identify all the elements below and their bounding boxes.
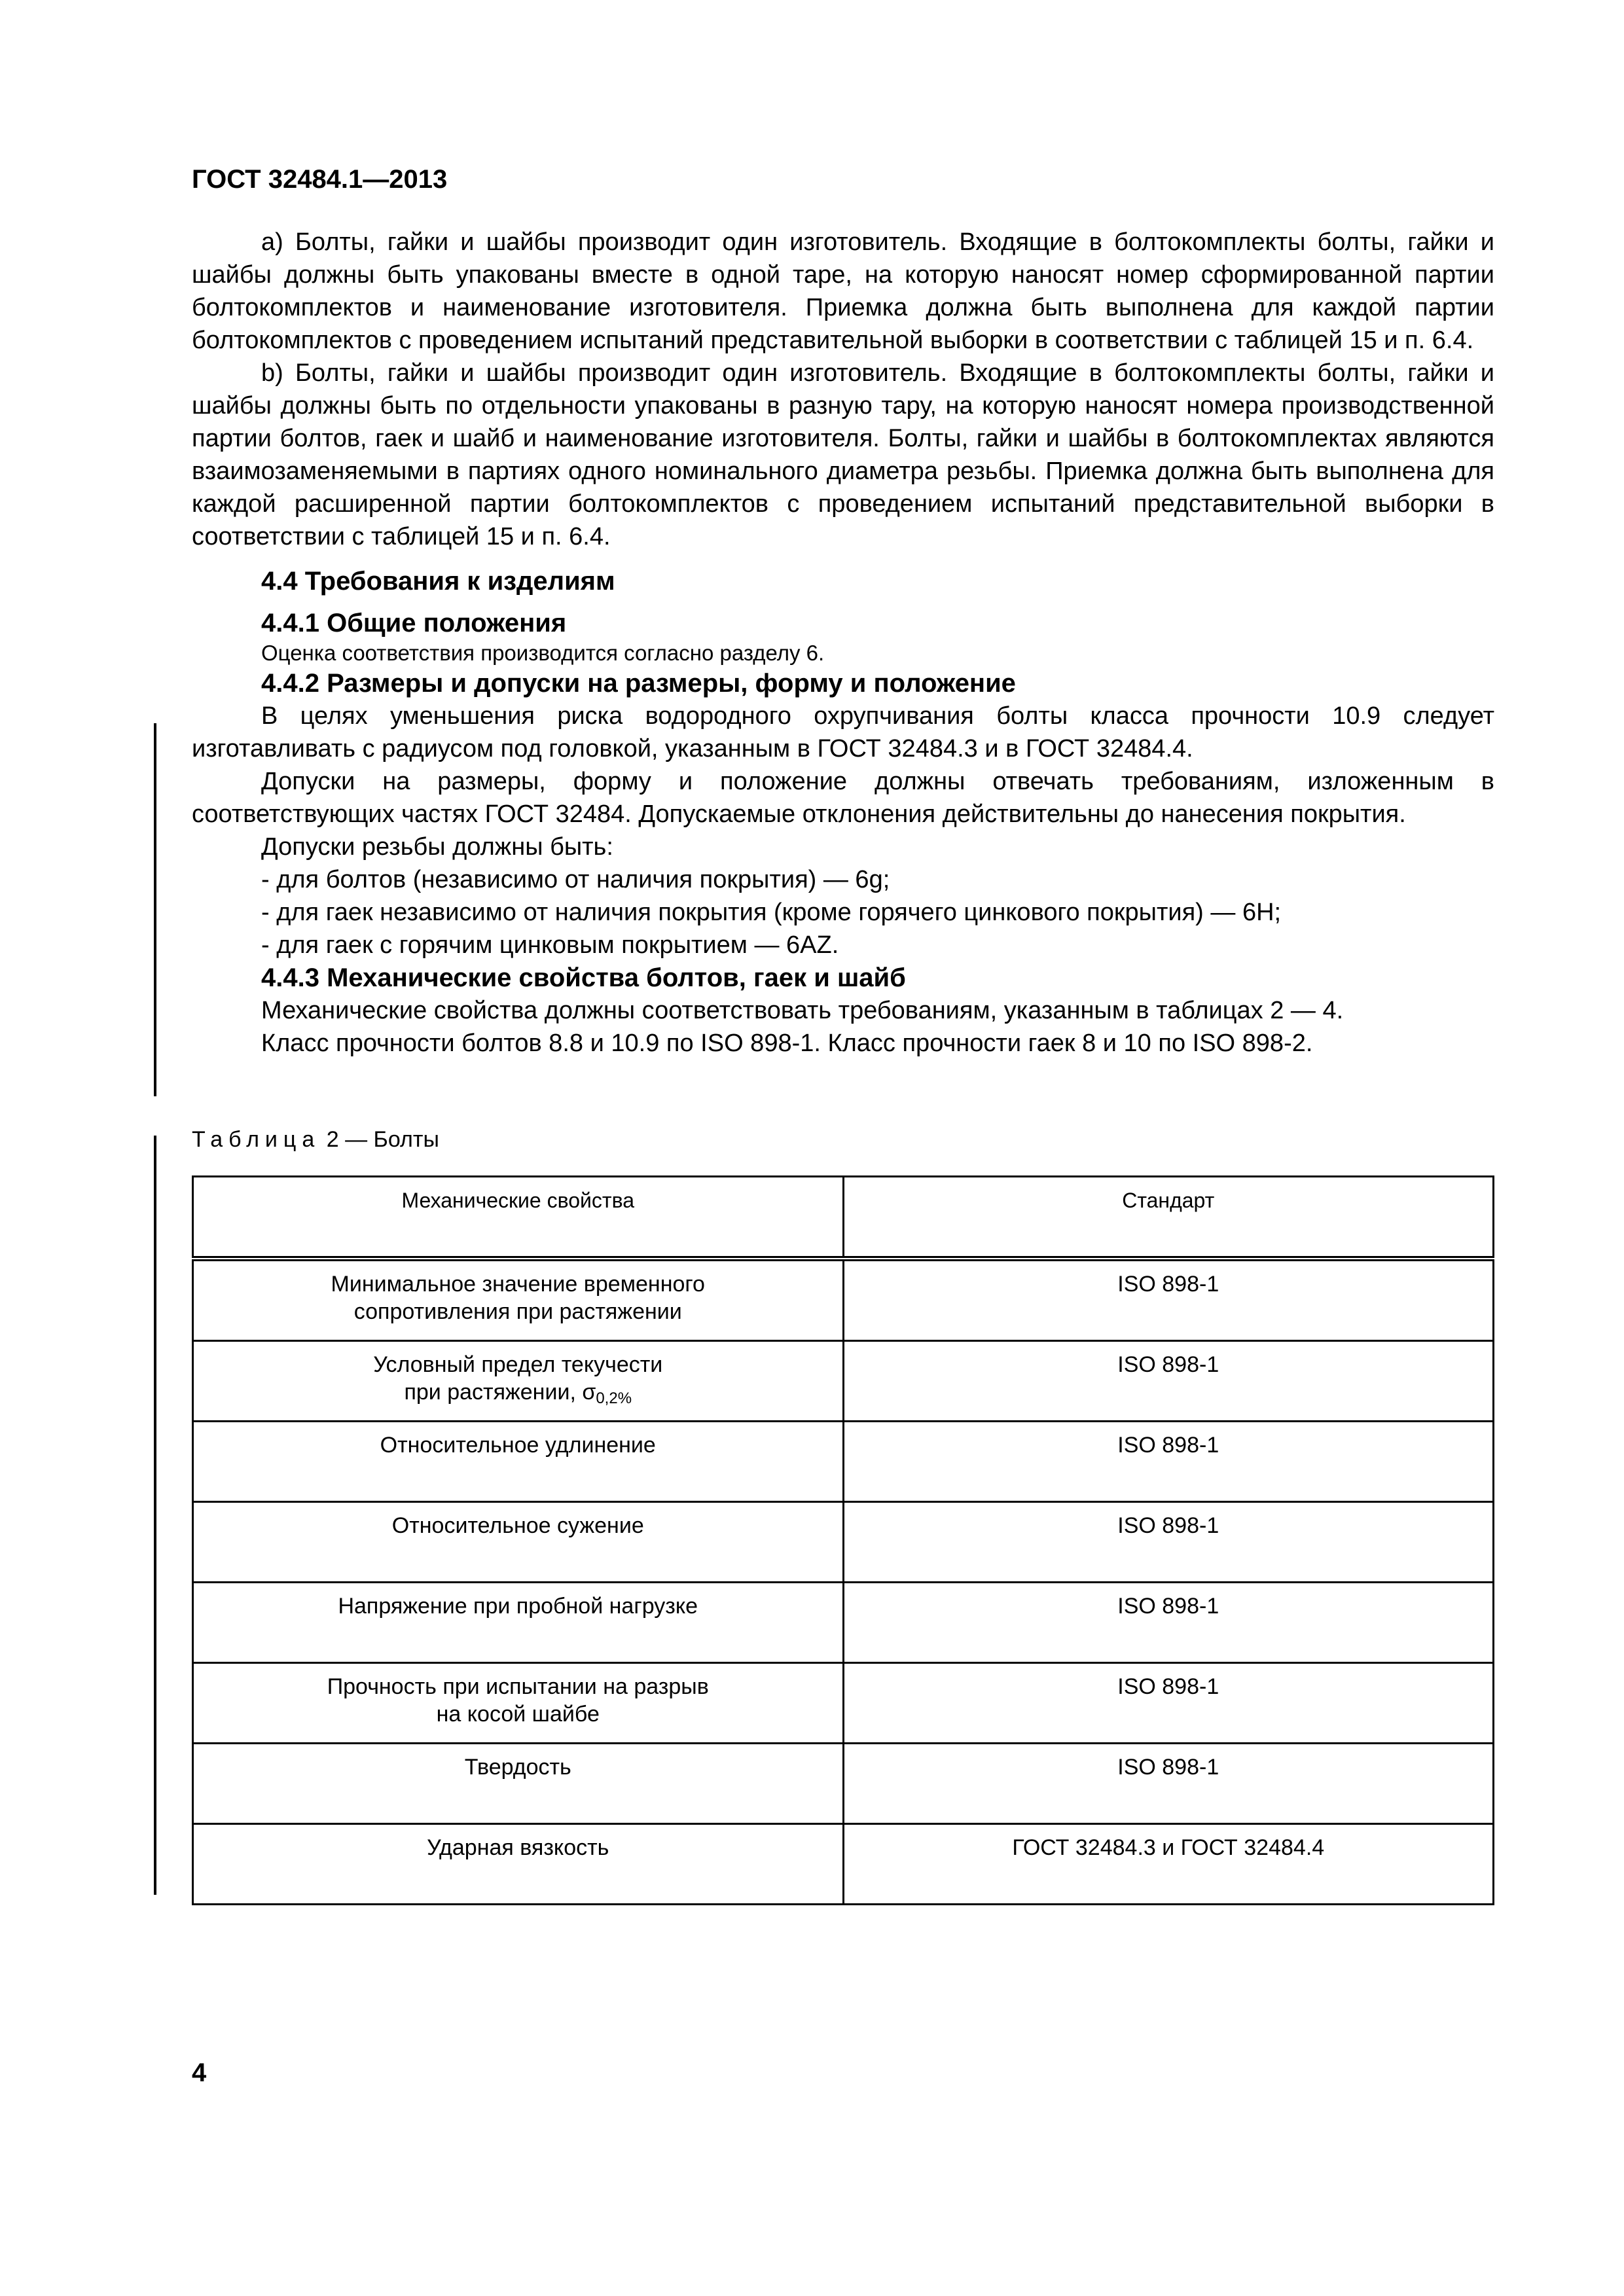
table-row [193, 1422, 1494, 1502]
standard-cell: ISO 898-1 [843, 1341, 1494, 1422]
property-cell: Ударная вязкость [193, 1824, 844, 1905]
standard-cell: ГОСТ 32484.3 и ГОСТ 32484.4 [843, 1824, 1494, 1905]
change-bar-text [154, 723, 156, 1096]
section-4-4-1-title: 4.4.1 Общие положения [261, 609, 567, 637]
section-4-4-2-paragraph-3: Допуски резьбы должны быть: [261, 833, 613, 861]
list-item: - для гаек с горячим цинковым покрытием — 6AZ. [261, 931, 839, 959]
section-4-4-1-text: Оценка соответствия производится согласно разделу 6. [261, 641, 825, 665]
paragraph-a: a) Болты, гайки и шайбы производит один изготовитель. Входящие в болтокомплекты болты, гайки и шайбы должны быть упакованы вместе в одной таре, на которую наносят номер сформированной партии болтокомплектов и наименование изготовителя. Приемка должна быть выполнена для каждой партии болтокомплектов с проведением испытаний представительной выборки в соответствии с таблицей 15 и п. 6.4. [192, 228, 1494, 354]
page-number: 4 [192, 2058, 207, 2087]
table-row [193, 1341, 1494, 1422]
standard-cell: ISO 898-1 [843, 1744, 1494, 1824]
property-cell: Напряжение при пробной нагрузке [193, 1583, 844, 1663]
section-4-4-3-paragraph-1: Механические свойства должны соответствовать требованиям, указанным в таблицах 2 — 4. [261, 997, 1344, 1024]
property-cell [193, 1663, 844, 1744]
property-cell: Относительное сужение [193, 1502, 844, 1583]
property-cell [193, 1259, 844, 1341]
property-cell: Относительное удлинение [193, 1422, 844, 1502]
table-caption-word: Таблица [192, 1127, 321, 1152]
table-row [193, 1744, 1494, 1824]
section-4-4-2-paragraph-1: В целях уменьшения риска водородного охрупчивания болты класса прочности 10.9 следует изготавливать с радиусом под головкой, указанным в ГОСТ 32484.3 и в ГОСТ 32484.4. [192, 702, 1494, 762]
standard-cell: ISO 898-1 [843, 1663, 1494, 1744]
change-bar-table [154, 1136, 156, 1895]
property-line: Минимальное значение временного [331, 1272, 705, 1297]
list-item: - для болтов (независимо от наличия покрытия) — 6g; [261, 866, 890, 893]
table-caption [192, 1127, 439, 1153]
property-cell [193, 1341, 844, 1422]
list-item: - для гаек независимо от наличия покрытия (кроме горячего цинкового покрытия) — 6H; [261, 899, 1282, 926]
table-row [193, 1583, 1494, 1663]
standard-cell: ISO 898-1 [843, 1502, 1494, 1583]
section-4-4-3-paragraph-2: Класс прочности болтов 8.8 и 10.9 по ISO 898-1. Класс прочности гаек 8 и 10 по ISO 898-2. [261, 1030, 1313, 1057]
column-header-standard: Стандарт [843, 1177, 1494, 1259]
property-line: сопротивления при растяжении [353, 1299, 682, 1324]
property-cell: Твердость [193, 1744, 844, 1824]
document-header: ГОСТ 32484.1—2013 [192, 165, 448, 194]
standard-cell: ISO 898-1 [843, 1583, 1494, 1663]
standard-cell: ISO 898-1 [843, 1422, 1494, 1502]
paragraph-b: b) Болты, гайки и шайбы производит один изготовитель. Входящие в болтокомплекты болты, гайки и шайбы должны быть по отдельности упакованы в разную тару, на которую наносят номера производственной партии болтов, гаек и шайб и наименование изготовителя. Болты, гайки и шайбы в болтокомплектах являются взаимозаменяемыми в партиях одного номинального диаметра резьбы. Приемка должна быть выполнена для каждой расширенной партии болтокомплектов с проведением испытаний представительной выборки в соответствии с таблицей 15 и п. 6.4. [192, 359, 1494, 550]
table-row [193, 1259, 1494, 1341]
body-text [192, 226, 1494, 1060]
property-text: при растяжении, σ [404, 1380, 596, 1405]
property-line: на косой шайбе [436, 1702, 600, 1727]
table-row [193, 1502, 1494, 1583]
section-4-4-3-title: 4.4.3 Механические свойства болтов, гаек и шайб [261, 963, 906, 992]
table-row [193, 1663, 1494, 1744]
table-header-row [193, 1177, 1494, 1259]
section-4-4-2-paragraph-2: Допуски на размеры, форму и положение должны отвечать требованиям, изложенным в соответствующих частях ГОСТ 32484. Допускаемые отклонения действительны до нанесения покрытия. [192, 768, 1494, 828]
column-header-properties: Механические свойства [193, 1177, 844, 1259]
standard-cell: ISO 898-1 [843, 1259, 1494, 1341]
property-line [207, 1378, 829, 1412]
subscript: 0,2% [596, 1390, 632, 1407]
table-caption-title: 2 — Болты [320, 1127, 439, 1152]
table-row [193, 1824, 1494, 1905]
bolts-table [192, 1175, 1494, 1905]
section-4-4-title: 4.4 Требования к изделиям [261, 567, 615, 596]
property-line: Прочность при испытании на разрыв [327, 1674, 709, 1699]
property-line: Условный предел текучести [373, 1352, 663, 1377]
section-4-4-2-title: 4.4.2 Размеры и допуски на размеры, форму и положение [261, 669, 1016, 698]
